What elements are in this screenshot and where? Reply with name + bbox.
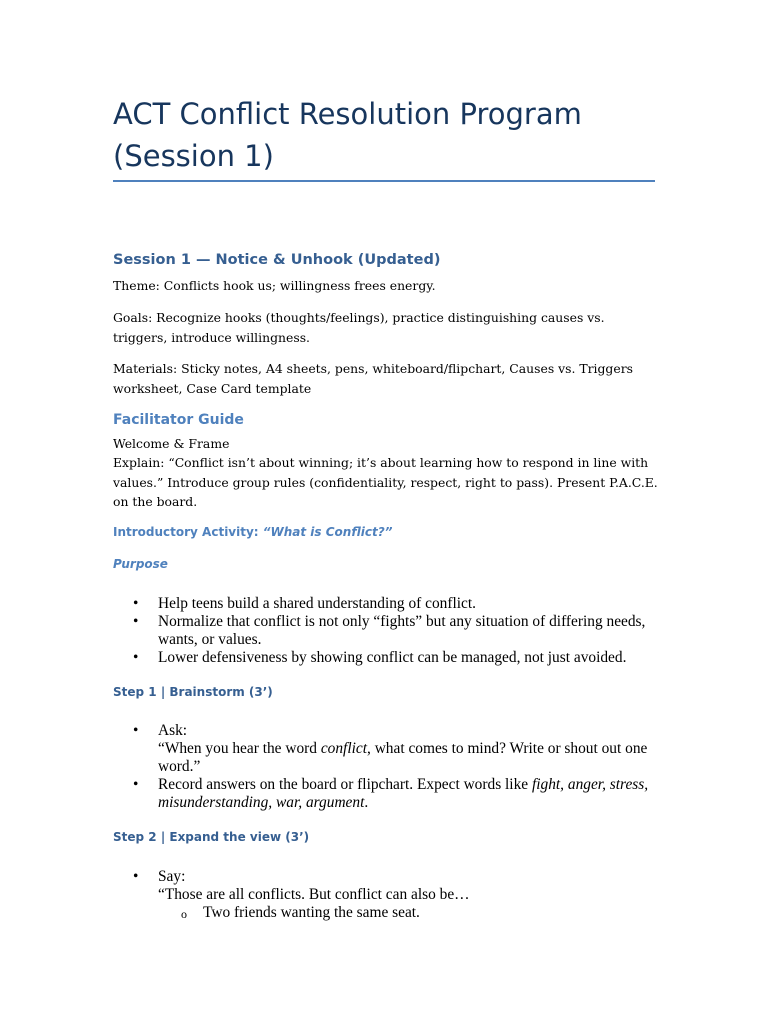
ask-quote-italic: conflict (320, 740, 367, 757)
title-underline (113, 180, 655, 182)
ask-label: • Ask: (158, 722, 188, 739)
record-italic: fight, anger, stress, misunderstanding, war, argument (158, 776, 649, 811)
record-post: . (364, 794, 369, 811)
record-pre: Record answers on the board or flipchart. Expect words like (158, 776, 532, 793)
step2-heading: Step 2 | Expand the view (3’) (113, 830, 310, 844)
title-line-2: (Session 1) (113, 139, 274, 173)
goals-paragraph: Goals: Recognize hooks (thoughts/feelings), practice distinguishing causes vs. triggers, introduce willingness. (113, 310, 605, 345)
list-item: • Lower defensiveness by showing conflict can be managed, not just avoided. (113, 649, 658, 667)
step1-heading: Step 1 | Brainstorm (3’) (113, 685, 273, 699)
list-item: • Normalize that conflict is not only “fights” but any situation of differing needs, wants, or values. (113, 613, 658, 649)
intro-activity-heading (113, 525, 392, 539)
welcome-line: Welcome & Frame (113, 436, 230, 451)
list-item: • Help teens build a shared understanding of conflict. (113, 595, 658, 613)
theme-paragraph: Theme: Conflicts hook us; willingness frees energy. (113, 278, 436, 293)
step2-sub-list (158, 904, 658, 922)
session-heading: Session 1 — Notice & Unhook (Updated) (113, 252, 441, 268)
list-item (113, 722, 658, 776)
say-quote: “Those are all conflicts. But conflict can also be… (158, 886, 470, 903)
ask-quote-post: , what comes to mind? Write or shout out one word.” (158, 740, 648, 775)
intro-activity-prefix: Introductory Activity: (113, 525, 263, 539)
purpose-heading: Purpose (113, 557, 168, 571)
materials-paragraph: Materials: Sticky notes, A4 sheets, pens, whiteboard/flipchart, Causes vs. Triggers worksheet, Case Card template (113, 361, 633, 396)
step1-list (113, 722, 658, 812)
facilitator-guide-heading: Facilitator Guide (113, 412, 244, 428)
title-line-1: ACT Conflict Resolution Program (113, 97, 582, 131)
intro-activity-title: “What is Conflict?” (262, 525, 393, 539)
explain-paragraph: Explain: “Conflict isn’t about winning; it’s about learning how to respond in line with values.” Introduce group rules (confidentiality, respect, right to pass). Present P.A.C.E. on the board. (113, 455, 658, 509)
purpose-list (113, 595, 658, 667)
document-title (113, 93, 658, 177)
say-label: • Say: (158, 868, 186, 885)
list-item (113, 776, 658, 812)
ask-quote-pre: “When you hear the word (158, 740, 321, 757)
sub-list-item: o Two friends wanting the same seat. (158, 904, 658, 922)
step2-list (113, 868, 658, 922)
ask-quote (158, 740, 658, 776)
list-item (113, 868, 658, 922)
